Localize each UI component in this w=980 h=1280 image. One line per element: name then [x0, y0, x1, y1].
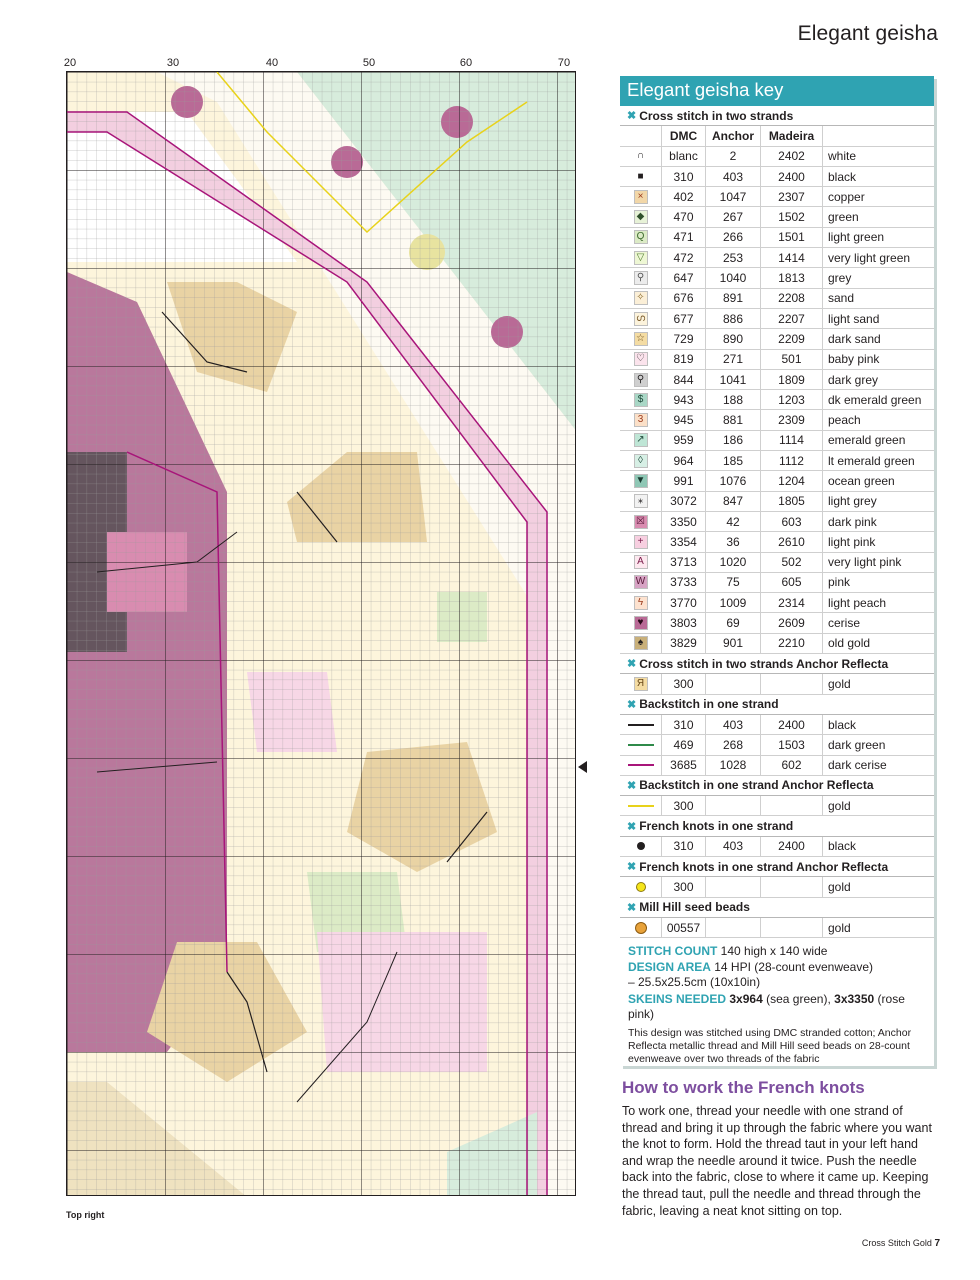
anchor-code: 1047 — [705, 187, 760, 206]
symbol-cell — [620, 471, 661, 490]
dmc-code: 310 — [661, 167, 705, 186]
symbol-swatch-icon: ഗ — [634, 312, 648, 326]
madeira-code: 1112 — [760, 451, 822, 470]
symbol-cell — [620, 187, 661, 206]
page-title: Elegant geisha — [797, 22, 938, 45]
key-row — [620, 877, 934, 897]
madeira-code: 2402 — [760, 147, 822, 166]
colour-name: light sand — [822, 309, 934, 328]
dmc-code: 300 — [661, 674, 705, 693]
symbol-swatch-icon: ▼ — [634, 474, 648, 488]
dmc-code: 472 — [661, 248, 705, 267]
key-panel — [620, 76, 934, 1066]
key-row — [620, 167, 934, 187]
dmc-code: 729 — [661, 329, 705, 348]
dmc-code: 844 — [661, 370, 705, 389]
dmc-code: 402 — [661, 187, 705, 206]
dmc-code: 945 — [661, 410, 705, 429]
ruler-label: 70 — [557, 57, 571, 69]
dmc-code: 3350 — [661, 512, 705, 531]
symbol-swatch-icon: ✧ — [634, 291, 648, 305]
symbol-swatch-icon: ♡ — [634, 352, 648, 366]
key-row — [620, 756, 934, 776]
key-row — [620, 147, 934, 167]
anchor-code: 1020 — [705, 553, 760, 572]
header-name — [822, 126, 934, 145]
key-row — [620, 918, 934, 938]
symbol-cell — [620, 613, 661, 632]
colour-name: black — [822, 837, 934, 856]
dmc-code: 469 — [661, 735, 705, 754]
section-title: Mill Hill seed beads — [639, 900, 750, 915]
column-header: DMC — [661, 126, 705, 145]
madeira-code: 605 — [760, 573, 822, 592]
colour-name: dark grey — [822, 370, 934, 389]
madeira-code: 2307 — [760, 187, 822, 206]
seed-bead-icon — [635, 922, 647, 934]
center-marker-arrow — [578, 761, 587, 773]
grid-major — [67, 72, 576, 1196]
skeins-1-note: (sea green), — [766, 992, 831, 1007]
anchor-code: 188 — [705, 390, 760, 409]
colour-name: old gold — [822, 634, 934, 653]
symbol-swatch-icon: ⚲ — [634, 271, 648, 285]
symbol-swatch-icon: ☒ — [634, 515, 648, 529]
symbol-cell — [620, 350, 661, 369]
symbol-cell — [620, 329, 661, 348]
dmc-code: 300 — [661, 877, 705, 896]
ruler-label: 40 — [265, 57, 279, 69]
stitch-count: 140 high x 140 wide — [720, 944, 828, 959]
madeira-code: 1414 — [760, 248, 822, 267]
key-row — [620, 674, 934, 694]
key-row — [620, 451, 934, 471]
ruler-label: 50 — [362, 57, 376, 69]
madeira-code: 2207 — [760, 309, 822, 328]
key-section-title — [620, 816, 934, 836]
colour-name: lt emerald green — [822, 451, 934, 470]
symbol-swatch-icon: ▽ — [634, 251, 648, 265]
colour-name: pink — [822, 573, 934, 592]
symbol-cell — [620, 207, 661, 226]
madeira-code: 1502 — [760, 207, 822, 226]
chart-ruler — [60, 57, 580, 71]
stats-block — [620, 938, 934, 1022]
symbol-cell — [620, 390, 661, 409]
symbol-cell — [620, 289, 661, 308]
colour-name: baby pink — [822, 350, 934, 369]
key-title: Elegant geisha key — [620, 76, 934, 106]
cross-icon: ✖ — [627, 110, 637, 123]
key-section-title — [620, 857, 934, 877]
dmc-code: blanc — [661, 147, 705, 166]
colour-name: dark green — [822, 735, 934, 754]
dmc-code: 959 — [661, 431, 705, 450]
symbol-cell — [620, 492, 661, 511]
dmc-code: 819 — [661, 350, 705, 369]
cross-icon: ✖ — [627, 658, 637, 671]
key-row — [620, 187, 934, 207]
key-section-title — [620, 898, 934, 918]
symbol-swatch-icon: ☆ — [634, 332, 648, 346]
cross-icon: ✖ — [627, 698, 637, 711]
anchor-code: 253 — [705, 248, 760, 267]
key-row — [620, 248, 934, 268]
key-section-title — [620, 695, 934, 715]
symbol-cell — [620, 553, 661, 572]
dmc-code: 991 — [661, 471, 705, 490]
symbol-swatch-icon: ∩ — [634, 149, 648, 163]
madeira-code — [760, 877, 822, 896]
key-table — [620, 106, 934, 938]
backstitch-line-icon — [628, 805, 654, 807]
madeira-code: 2400 — [760, 715, 822, 734]
anchor-code — [705, 674, 760, 693]
madeira-code: 2400 — [760, 837, 822, 856]
symbol-cell — [620, 796, 661, 815]
dmc-code: 310 — [661, 715, 705, 734]
key-row — [620, 410, 934, 430]
symbol-swatch-icon: W — [634, 575, 648, 589]
dmc-code: 964 — [661, 451, 705, 470]
colour-name: gold — [822, 796, 934, 815]
madeira-code: 502 — [760, 553, 822, 572]
dmc-code: 943 — [661, 390, 705, 409]
colour-name: very light pink — [822, 553, 934, 572]
key-row — [620, 837, 934, 857]
anchor-code: 186 — [705, 431, 760, 450]
madeira-code: 501 — [760, 350, 822, 369]
key-row — [620, 532, 934, 552]
anchor-code: 886 — [705, 309, 760, 328]
symbol-swatch-icon: ◊ — [634, 454, 648, 468]
colour-name: peach — [822, 410, 934, 429]
symbol-cell — [620, 268, 661, 287]
skeins-2: 3x3350 — [834, 992, 875, 1007]
symbol-swatch-icon: Q — [634, 230, 648, 244]
dmc-code: 3713 — [661, 553, 705, 572]
anchor-code: 75 — [705, 573, 760, 592]
key-row — [620, 390, 934, 410]
anchor-code: 403 — [705, 167, 760, 186]
madeira-code: 2309 — [760, 410, 822, 429]
anchor-code: 847 — [705, 492, 760, 511]
key-row — [620, 350, 934, 370]
chart-canvas — [67, 72, 576, 1196]
key-row — [620, 553, 934, 573]
chart-caption: Top right — [66, 1210, 105, 1220]
anchor-code: 185 — [705, 451, 760, 470]
key-row — [620, 573, 934, 593]
madeira-code: 1503 — [760, 735, 822, 754]
anchor-code: 268 — [705, 735, 760, 754]
key-row — [620, 735, 934, 755]
cross-icon: ✖ — [627, 820, 637, 833]
symbol-cell — [620, 918, 661, 937]
symbol-swatch-icon: ◆ — [634, 210, 648, 224]
column-header: Anchor — [705, 126, 760, 145]
skeins-2-note: (rose pink) — [628, 992, 905, 1022]
key-row — [620, 492, 934, 512]
anchor-code: 1040 — [705, 268, 760, 287]
dmc-code: 676 — [661, 289, 705, 308]
madeira-code: 1203 — [760, 390, 822, 409]
colour-name: gold — [822, 674, 934, 693]
materials-note: This design was stitched using DMC stranded cotton; Anchor Reflecta metallic thread and Mill Hill seed beads on 28-count evenweave over two threads of the fabric — [628, 1027, 912, 1066]
cross-icon: ✖ — [627, 901, 637, 914]
symbol-swatch-icon: ⁎ — [634, 494, 648, 508]
anchor-code: 403 — [705, 715, 760, 734]
section-title: Backstitch in one strand — [639, 697, 779, 712]
design-area-size: – 25.5x25.5cm (10x10in) — [628, 975, 761, 990]
dmc-code: 3803 — [661, 613, 705, 632]
key-row — [620, 268, 934, 288]
colour-name: dark sand — [822, 329, 934, 348]
dmc-code: 3733 — [661, 573, 705, 592]
madeira-code — [760, 918, 822, 937]
symbol-cell — [620, 735, 661, 754]
symbol-swatch-icon: ■ — [634, 170, 648, 184]
madeira-code — [760, 796, 822, 815]
madeira-code: 2209 — [760, 329, 822, 348]
symbol-swatch-icon: A — [634, 555, 648, 569]
column-header: Madeira — [760, 126, 822, 145]
colour-name: black — [822, 715, 934, 734]
section-title: French knots in one strand — [639, 819, 794, 834]
french-knots-body: To work one, thread your needle with one strand of thread and bring it up through the fabric where you want the knot to form. Hold the thread taut in your left hand and wrap the needle around it twice. Push the needle back into the fabric, close to where it came up. Keeping the thread taut, pull the needle and thread through the fabric, leaving a neat knot sitting on top. — [622, 1104, 932, 1218]
french-knot-icon — [637, 842, 645, 850]
symbol-cell — [620, 248, 661, 267]
colour-name: light green — [822, 228, 934, 247]
cross-stitch-chart — [66, 71, 576, 1196]
key-section-title — [620, 776, 934, 796]
symbol-swatch-icon: ⚲ — [634, 373, 648, 387]
anchor-code: 267 — [705, 207, 760, 226]
dmc-code: 3354 — [661, 532, 705, 551]
madeira-code — [760, 674, 822, 693]
colour-name: white — [822, 147, 934, 166]
anchor-code: 901 — [705, 634, 760, 653]
dmc-code: 3829 — [661, 634, 705, 653]
cross-icon: ✖ — [627, 779, 637, 792]
anchor-code: 271 — [705, 350, 760, 369]
colour-name: copper — [822, 187, 934, 206]
design-area-label: DESIGN AREA — [628, 960, 711, 975]
key-row — [620, 634, 934, 654]
madeira-code: 2609 — [760, 613, 822, 632]
colour-name: black — [822, 167, 934, 186]
key-row — [620, 289, 934, 309]
colour-name: grey — [822, 268, 934, 287]
symbol-cell — [620, 837, 661, 856]
symbol-swatch-icon: × — [634, 190, 648, 204]
anchor-code — [705, 918, 760, 937]
colour-name: light pink — [822, 532, 934, 551]
symbol-cell — [620, 593, 661, 612]
symbol-cell — [620, 309, 661, 328]
madeira-code: 1501 — [760, 228, 822, 247]
section-title: Cross stitch in two strands Anchor Reflecta — [639, 656, 889, 671]
key-header-row — [620, 126, 934, 146]
colour-name: dark cerise — [822, 756, 934, 775]
symbol-cell — [620, 756, 661, 775]
symbol-swatch-icon: Я — [634, 677, 648, 691]
ruler-label: 60 — [459, 57, 473, 69]
page-number: 7 — [934, 1238, 940, 1249]
dmc-code: 3770 — [661, 593, 705, 612]
colour-name: cerise — [822, 613, 934, 632]
section-title: Backstitch in one strand Anchor Reflecta — [639, 778, 874, 793]
anchor-code: 1076 — [705, 471, 760, 490]
colour-name: green — [822, 207, 934, 226]
madeira-code: 1204 — [760, 471, 822, 490]
header-symbol — [620, 126, 661, 145]
symbol-cell — [620, 877, 661, 896]
anchor-code: 891 — [705, 289, 760, 308]
dmc-code: 3685 — [661, 756, 705, 775]
stitch-count-label: STITCH COUNT — [628, 944, 718, 959]
design-area: 14 HPI (28-count evenweave) — [714, 960, 874, 975]
symbol-swatch-icon: 3 — [634, 413, 648, 427]
key-row — [620, 309, 934, 329]
key-row — [620, 593, 934, 613]
dmc-code: 310 — [661, 837, 705, 856]
key-section-title — [620, 106, 934, 126]
colour-name: gold — [822, 918, 934, 937]
key-row — [620, 228, 934, 248]
madeira-code: 602 — [760, 756, 822, 775]
colour-name: emerald green — [822, 431, 934, 450]
symbol-cell — [620, 370, 661, 389]
skeins-label: SKEINS NEEDED — [628, 992, 727, 1007]
colour-name: dk emerald green — [822, 390, 934, 409]
anchor-code: 1041 — [705, 370, 760, 389]
dmc-code: 647 — [661, 268, 705, 287]
dmc-code: 300 — [661, 796, 705, 815]
anchor-code — [705, 877, 760, 896]
symbol-swatch-icon: ♠ — [634, 636, 648, 650]
colour-name: very light green — [822, 248, 934, 267]
key-row — [620, 613, 934, 633]
colour-name: light peach — [822, 593, 934, 612]
folio — [862, 1238, 940, 1249]
key-row — [620, 471, 934, 491]
dmc-code: 00557 — [661, 918, 705, 937]
colour-name: dark pink — [822, 512, 934, 531]
symbol-cell — [620, 451, 661, 470]
colour-name: light grey — [822, 492, 934, 511]
backstitch-line-icon — [628, 724, 654, 726]
french-knot-icon — [636, 882, 646, 892]
key-row — [620, 796, 934, 816]
symbol-cell — [620, 634, 661, 653]
madeira-code: 1813 — [760, 268, 822, 287]
backstitch-line-icon — [628, 764, 654, 766]
backstitch-line-icon — [628, 744, 654, 746]
key-row — [620, 207, 934, 227]
symbol-cell — [620, 410, 661, 429]
symbol-swatch-icon: ϟ — [634, 596, 648, 610]
madeira-code: 1805 — [760, 492, 822, 511]
key-row — [620, 512, 934, 532]
cross-icon: ✖ — [627, 861, 637, 874]
madeira-code: 2400 — [760, 167, 822, 186]
skeins-1: 3x964 — [729, 992, 763, 1007]
anchor-code: 1028 — [705, 756, 760, 775]
symbol-swatch-icon: + — [634, 535, 648, 549]
anchor-code: 266 — [705, 228, 760, 247]
section-title: French knots in one strand Anchor Reflecta — [639, 859, 889, 874]
madeira-code: 2208 — [760, 289, 822, 308]
anchor-code: 403 — [705, 837, 760, 856]
colour-name: sand — [822, 289, 934, 308]
colour-name: ocean green — [822, 471, 934, 490]
dmc-code: 471 — [661, 228, 705, 247]
symbol-swatch-icon: ♥ — [634, 616, 648, 630]
madeira-code: 1809 — [760, 370, 822, 389]
key-row — [620, 715, 934, 735]
key-row — [620, 370, 934, 390]
key-row — [620, 431, 934, 451]
key-section-title — [620, 654, 934, 674]
madeira-code: 2210 — [760, 634, 822, 653]
ruler-label: 20 — [63, 57, 77, 69]
key-row — [620, 329, 934, 349]
anchor-code — [705, 796, 760, 815]
anchor-code: 42 — [705, 512, 760, 531]
symbol-cell — [620, 674, 661, 693]
ruler-label: 30 — [166, 57, 180, 69]
colour-name: gold — [822, 877, 934, 896]
symbol-cell — [620, 228, 661, 247]
symbol-cell — [620, 167, 661, 186]
dmc-code: 470 — [661, 207, 705, 226]
section-title: Cross stitch in two strands — [639, 108, 794, 123]
anchor-code: 2 — [705, 147, 760, 166]
dmc-code: 3072 — [661, 492, 705, 511]
anchor-code: 69 — [705, 613, 760, 632]
anchor-code: 890 — [705, 329, 760, 348]
dmc-code: 677 — [661, 309, 705, 328]
madeira-code: 603 — [760, 512, 822, 531]
symbol-cell — [620, 573, 661, 592]
madeira-code: 2610 — [760, 532, 822, 551]
magazine-name: Cross Stitch Gold — [861, 1238, 932, 1248]
symbol-swatch-icon: $ — [634, 393, 648, 407]
symbol-cell — [620, 715, 661, 734]
madeira-code: 2314 — [760, 593, 822, 612]
symbol-cell — [620, 431, 661, 450]
symbol-cell — [620, 512, 661, 531]
anchor-code: 1009 — [705, 593, 760, 612]
anchor-code: 36 — [705, 532, 760, 551]
symbol-cell — [620, 147, 661, 166]
symbol-swatch-icon: ↗ — [634, 433, 648, 447]
anchor-code: 881 — [705, 410, 760, 429]
madeira-code: 1114 — [760, 431, 822, 450]
french-knots-title: How to work the French knots — [622, 1078, 865, 1097]
symbol-cell — [620, 532, 661, 551]
